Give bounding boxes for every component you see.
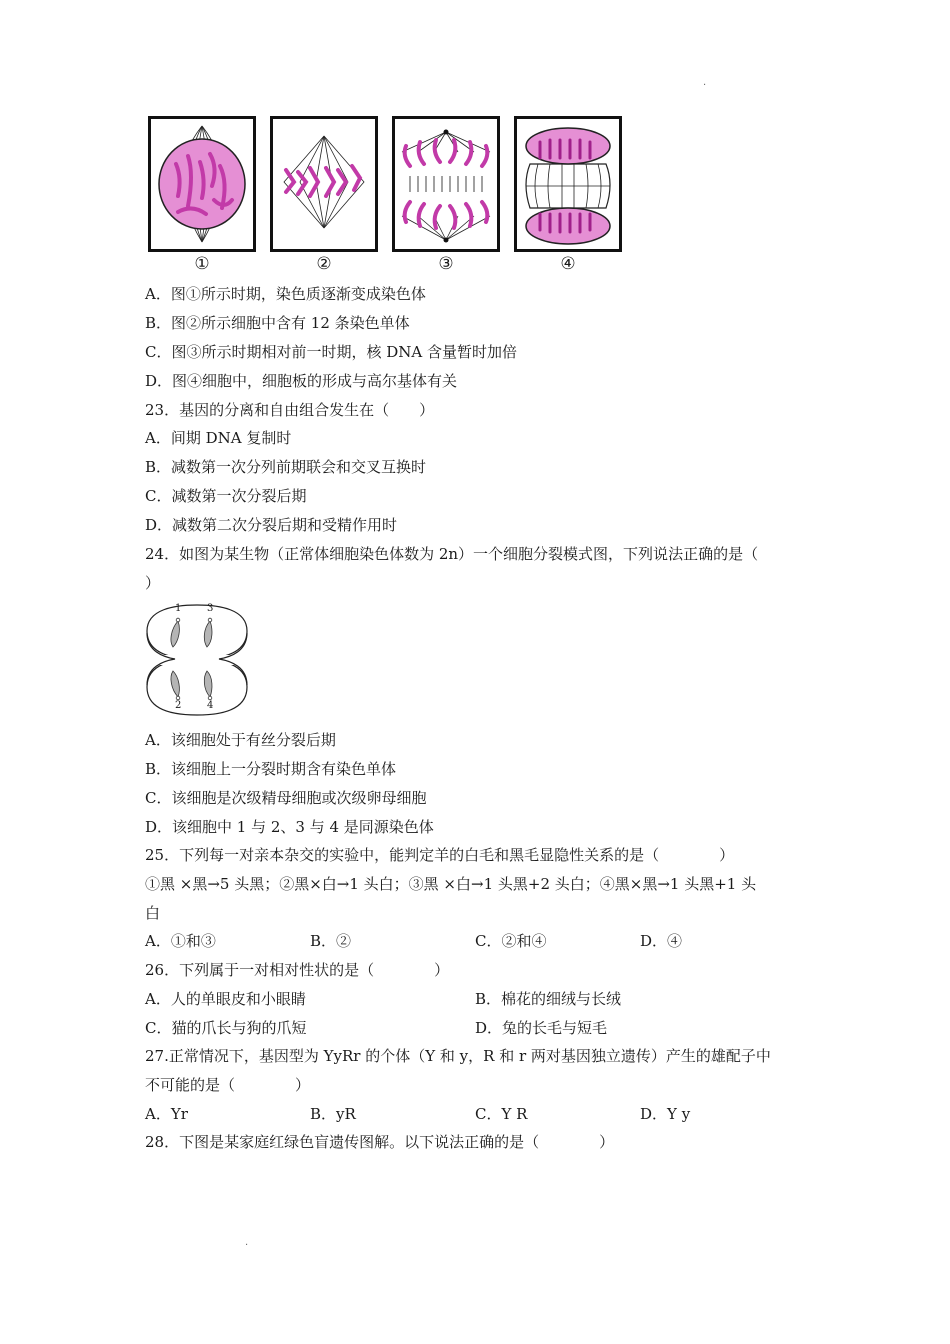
q23-option-b: B．减数第一次分列前期联会和交叉互换时 (145, 458, 427, 476)
q28-stem: 28．下图是某家庭红绿色盲遗传图解。以下说法正确的是（ ） (145, 1133, 615, 1151)
q25-crosses-line2: 白 (145, 904, 161, 922)
q22-option-c: C．图③所示时期相对前一时期，核 DNA 含量暂时加倍 (145, 343, 517, 361)
q24-stem-line1: 24．如图为某生物（正常体细胞染色体数为 2n）一个细胞分裂模式图，下列说法正确的是（ (145, 545, 759, 563)
q22-option-d: D．图④细胞中，细胞板的形成与高尔基体有关 (145, 372, 458, 390)
q22-option-b: B．图②所示细胞中含有 12 条染色单体 (145, 314, 410, 332)
mitosis-figure-metaphase (270, 116, 378, 252)
q26-option-c: C．猫的爪长与狗的爪短 (145, 1019, 307, 1037)
chromosome-label-4: 4 (207, 700, 214, 711)
q27-stem-line2: 不可能的是（ ） (145, 1076, 311, 1094)
q23-option-c: C．减数第一次分裂后期 (145, 487, 307, 505)
page-mark-bottom: · (245, 1240, 249, 1251)
q23-option-a: A．间期 DNA 复制时 (145, 429, 292, 447)
q25-crosses-line1: ①黑 ×黑→5 头黑；②黑×白→1 头白；③黑 ×白→1 头黑+2 头白；④黑×黑→1 头黑+1 头 (145, 875, 757, 893)
q24-option-a: A．该细胞处于有丝分裂后期 (145, 731, 336, 749)
mitosis-figure-anaphase (392, 116, 500, 252)
page-mark-top: · (703, 80, 707, 91)
q25-stem: 25．下列每一对亲本杂交的实验中，能判定羊的白毛和黑毛显隐性关系的是（ ） (145, 846, 735, 864)
q25-options (145, 931, 825, 951)
q25-option-c: C．②和④ (475, 932, 547, 950)
q26-option-b: B．棉花的细绒与长绒 (475, 990, 622, 1008)
q24-option-d: D．该细胞中 1 与 2、3 与 4 是同源染色体 (145, 818, 434, 836)
q26-option-d: D．兔的长毛与短毛 (475, 1019, 608, 1037)
q27-option-c: C．Y R (475, 1105, 528, 1123)
mitosis-figure-telophase (514, 116, 622, 252)
q25-option-d: D．④ (640, 932, 683, 950)
figure-label-1: ① (194, 254, 210, 274)
q22-option-a: A．图①所示时期，染色质逐渐变成染色体 (145, 285, 426, 303)
mitosis-figure-row (146, 116, 626, 276)
cell-division-diagram (145, 603, 249, 717)
mitosis-figure-prophase (148, 116, 256, 252)
q27-option-a: A．Yr (145, 1105, 188, 1123)
q27-option-d: D．Y y (640, 1105, 691, 1123)
q24-stem-line2: ） (145, 574, 161, 592)
figure-label-4: ④ (560, 254, 576, 274)
q23-stem: 23．基因的分离和自由组合发生在（ ） (145, 401, 435, 419)
figure-label-2: ② (316, 254, 332, 274)
q26-options-row1 (145, 989, 825, 1009)
q26-stem: 26．下列属于一对相对性状的是（ ） (145, 961, 450, 979)
q24-option-c: C．该细胞是次级精母细胞或次级卵母细胞 (145, 789, 427, 807)
q25-option-a: A．①和③ (145, 932, 216, 950)
q26-option-a: A．人的单眼皮和小眼睛 (145, 990, 306, 1008)
q24-option-b: B．该细胞上一分裂时期含有染色单体 (145, 760, 397, 778)
q27-stem-line1: 27.正常情况下，基因型为 YyRr 的个体（Y 和 y，R 和 r 两对基因独立遗传）产生的雄配子中 (145, 1047, 771, 1065)
chromosome-label-3: 3 (207, 603, 214, 614)
figure-label-3: ③ (438, 254, 454, 274)
q26-options-row2 (145, 1018, 825, 1038)
q27-options (145, 1104, 825, 1124)
q25-option-b: B．② (310, 932, 352, 950)
q27-option-b: B．yR (310, 1105, 356, 1123)
chromosome-label-2: 2 (175, 700, 182, 711)
chromosome-label-1: 1 (175, 603, 182, 614)
q23-option-d: D．减数第二次分裂后期和受精作用时 (145, 516, 398, 534)
